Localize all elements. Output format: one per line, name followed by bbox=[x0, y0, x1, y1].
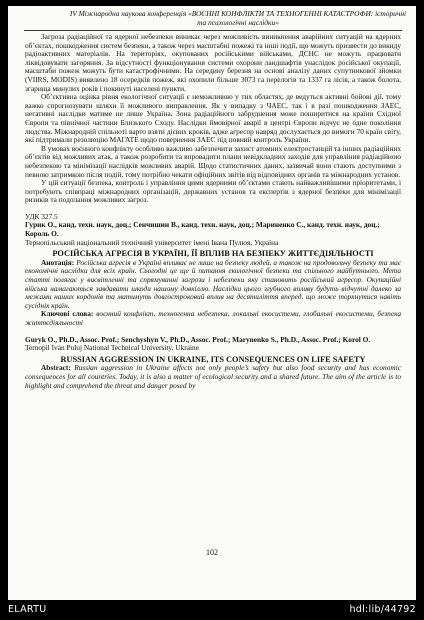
affiliation-en: Ternopil Ivan Puluj National Technical University, Ukraine bbox=[25, 343, 199, 353]
page-number: 102 bbox=[206, 548, 218, 557]
abstract-en-label: Abstract: bbox=[41, 363, 71, 373]
keywords-ua-label: Ключові слова: bbox=[41, 309, 94, 319]
keywords-ua bbox=[25, 310, 401, 327]
header-line-2: та психологічні наслідки» bbox=[197, 17, 279, 27]
article-body bbox=[25, 33, 401, 390]
authors-en: Guryk O., Ph.D., Assoc. Prof.; Senchyshyn V., Ph.D., Assoc. Prof.; Marynenko S., Ph.D., Assoc. Prof.; Korol O. bbox=[25, 334, 371, 344]
header-divider bbox=[24, 30, 402, 31]
running-header bbox=[68, 10, 408, 27]
title-en: RUSSIAN AGGRESSION IN UKRAINE, ITS CONSEQUENCES ON LIFE SAFETY bbox=[60, 354, 366, 364]
affiliation-ua: Тернопільський національний технічний університет імені Івана Пулюя, Україна bbox=[25, 237, 279, 247]
paragraph-2: Об’єктивна оцінка рівня екологічної ситуації є неможливою у тих областях, де ведуться активні бойові дії, тому важко спрогнозувати шляхи її можливого виправлення. Як у випадку з ЧАЕС, так і в разі пошкодження ЗАЕС, негативні наслідки матиме не лише Україна. Зона радіаційного забруднення може поширитися на країни Східної Європи та північної частини Близького Сходу. Наслідки ймовірної аварії в центрі Європи відчує не одне покоління людства. Міжнародній спільноті варто взяти дієвих кроків, адже агресор навряд дослухається до вимоги 70 країн світу, які підтримали резолюцію МАГАТЕ щодо повернення ЗАЕС під повний контроль України. bbox=[25, 92, 401, 145]
title-ua: РОСІЙСЬКА АГРЕСІЯ В УКРАЇНІ, ЇЇ ВПЛИВ НА БЕЗПЕКУ ЖИТТЄДІЯЛЬНОСТІ bbox=[52, 249, 374, 259]
header-line-1: IV Міжнародна наукова конференція «ВОЄННІ КОНФЛІКТИ ТА ТЕХНОГЕННІ КАТАСТРОФИ: історичні bbox=[69, 9, 407, 18]
abstract-en-text: Russian aggression in Ukraine affects not only people’s safety but also food security and has economic consequences for all countries. Today, it is also a matter of ecological security and a shared future. The aim of the article is to highlight and comprehend the threat and danger posed by bbox=[25, 363, 401, 390]
paragraph-3: В умовах воєнного конфлікту особливо важливо забезпечити захист атомних електростанцій та інших радіаційних об’єктів від можливих атак, а також розробити та впровадити плани невідкладних заходів для управління радіаційною небезпекою та мінімізації наслідків можливих аварій. Щодо статистичних даних, зазвичай вони стають доступними з певною затримкою після подій, тому потрібно чекати офіційних звітів від відповідних органів та міжнародних установ. bbox=[25, 143, 401, 179]
footer-bar bbox=[0, 600, 424, 620]
udk-code: УДК 327.5 bbox=[25, 211, 58, 221]
repository-label: ELARTU bbox=[8, 604, 47, 615]
abstract-en bbox=[25, 364, 401, 390]
handle-identifier: hdl:lib/44792 bbox=[349, 604, 416, 615]
paragraph-1: Загроза радіаційної та ядерної небезпеки виникає через можливість виникнення аварійних ситуацій на ядерних об’єктах, пошкодження систем безпеки, а також через масштабні пожежі та інші події, що можуть призвести до викиду радіоактивних матеріалів. На територіях, окупованих російськими військами, ДСНС не можуть працювати ліквідовувати загоряння. За відсутності функціонування системи охорони ландшафтів унаслідок російської окупації, масштаби пожеж можуть бути катастрофічними. На середину березня на основі аналізу даних супутникової зйомки (VIIRS, MODIS) виявлено 18 осередків пожеж, які охопили більше 3073 га перелогів та 1337 га лісів, а також болота, згарища минулих років і покинуті населені пункти. bbox=[25, 32, 401, 93]
paragraph-4: У цій ситуації безпека, контроль і управління цими ядерними об’єктами стають найважливішими пріоритетами, і потребують співпраці міжнародних організацій, державних установ та експертів з ядерної безпеки для мінімізації ризиків та подолання можливих загроз. bbox=[25, 178, 401, 205]
abstract-ua-label: Анотація: bbox=[41, 257, 75, 267]
authors-ua: Гурик О., канд. техн. наук, доц.; Сенчишин В., канд. техн. наук, доц.; Мариненко С., канд. техн. наук, доц.; Король О. bbox=[25, 220, 380, 239]
document-page bbox=[8, 6, 416, 600]
abstract-ua bbox=[25, 259, 401, 311]
keywords-ua-text: воєнний конфлікт, техногенна небезпека, локальні екосистеми, глобальні екосистеми, безпека життєдіяльності bbox=[25, 309, 401, 327]
abstract-ua-text: Російська агресія в Україні впливає не лише на безпеку людей, а також на продовольчу безпеку та має економічні наслідки для всіх країн. Сьогодні це ще й питання екологічної безпеки та спільного майбутнього. Мета статті полягає у висвітленні та спрямуванні загрози і небезпеки яку становить російський агресор. Окупаційні війська намагаються завдавати шкоди нашому довкіллю. Наслідки цього згубного впливу будуть відчутні далеко за межами наших кордонів та матимуть довгостроковий вплив на десятиліття вперед, що може торкнутися навіть сусідніх країн. bbox=[25, 257, 401, 310]
